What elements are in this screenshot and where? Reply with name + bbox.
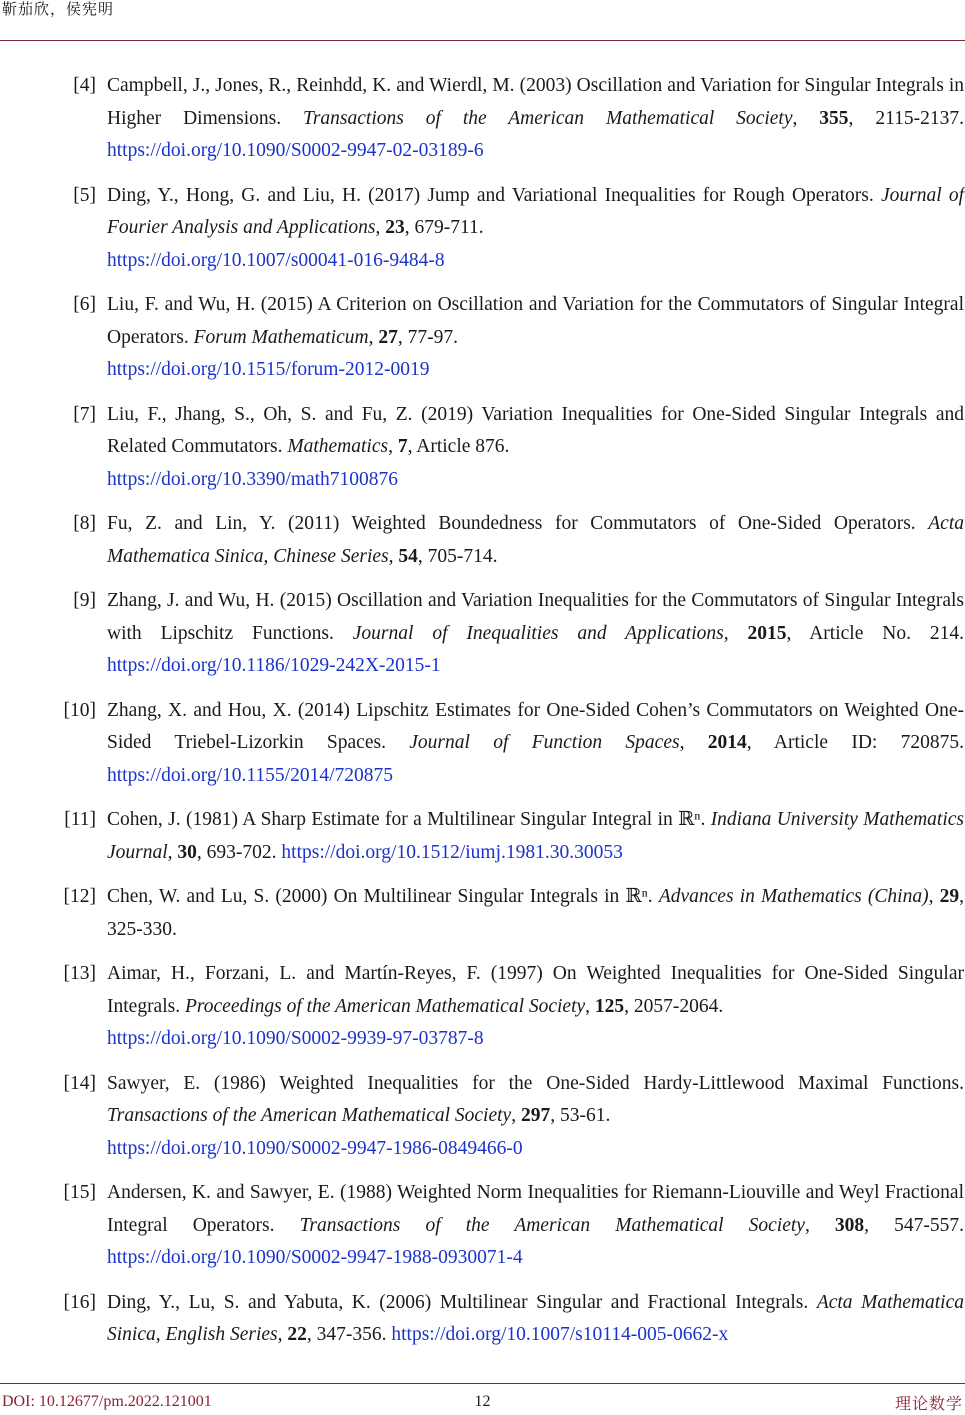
reference-volume: 2015 [747, 622, 787, 644]
reference-doi-link[interactable]: https://doi.org/10.1090/S0002-9947-1988-0930071-4 [107, 1247, 523, 1268]
reference-text: Ding, Y., Lu, S. and Yabuta, K. (2006) Multilinear Singular and Fractional Integrals. [107, 1291, 809, 1313]
reference-text: Chen, W. and Lu, S. (2000) On Multilinear Singular Integrals in ℝⁿ. [107, 886, 653, 907]
reference-journal: Forum Mathematicum [193, 326, 369, 348]
reference-item: [13] Aimar, H., Forzani, L. and Martín-Reyes, F. (1997) On Weighted Inequalities for One-Sided Singular Integrals. Proceedings of the American Mathematical Society, 125, 2057-2064. https://doi.org/10.1090/S0002-9939-97-03787-8 [0, 958, 965, 1056]
reference-journal: Advances in Mathematics (China) [658, 886, 929, 907]
reference-item: [16] Ding, Y., Lu, S. and Yabuta, K. (2006) Multilinear Singular and Fractional Integrals. Acta Mathematica Sinica, English Series, 22, 347-356. https://doi.org/10.1007/s10114-005-0662-x [0, 1287, 965, 1352]
reference-pages: , 2057-2064. [624, 995, 724, 1017]
reference-item: [5] Ding, Y., Hong, G. and Liu, H. (2017) Jump and Variational Inequalities for Rough Operators. Journal of Fourier Analysis and Applications, 23, 679-711. https://doi.org/10.1007/s00041-016-9484-8 [0, 180, 965, 278]
reference-volume: 355 [819, 107, 849, 129]
reference-journal: Acta Mathematica Sinica, English Series [107, 1291, 965, 1345]
reference-number: [9] [73, 590, 96, 611]
reference-number: [8] [73, 513, 96, 534]
reference-text: Sawyer, E. (1986) Weighted Inequalities for the One-Sided Hardy-Littlewood Maximal Functions. [107, 1072, 964, 1094]
reference-pages: , 2115-2137. [848, 107, 964, 129]
reference-pages: , 325-330. [107, 886, 965, 940]
reference-volume: 7 [397, 436, 408, 457]
reference-number: [14] [63, 1072, 96, 1094]
reference-text: Zhang, X. and Hou, X. (2014) Lipschitz Estimates for One-Sided Cohen’s Commutators on Weighted One-Sided Triebel-Lizorkin Spaces. [107, 699, 964, 753]
reference-number: [10] [63, 699, 96, 721]
reference-number: [15] [63, 1182, 96, 1203]
reference-number: [7] [73, 403, 96, 425]
reference-pages: , 547-557. [864, 1214, 965, 1236]
reference-number: [16] [63, 1291, 96, 1313]
reference-journal: Indiana University Mathematics Journal [107, 809, 965, 863]
reference-item: [4] Campbell, J., Jones, R., Reinhdd, K. and Wierdl, M. (2003) Oscillation and Variation for Singular Integrals in Higher Dimensions. Transactions of the American Mathematical Society, 355, 2115-2137. https://doi.org/10.1090/S0002-9947-02-03189-6 [0, 70, 965, 168]
page-number: 12 [474, 1393, 491, 1410]
reference-item: [14] Sawyer, E. (1986) Weighted Inequalities for the One-Sided Hardy-Littlewood Maximal Functions. Transactions of the American Mathematical Society, 297, 53-61. https://doi.org/10.1090/S0002-9947-1986-0849466-0 [0, 1068, 965, 1166]
reference-text: Campbell, J., Jones, R., Reinhdd, K. and Wierdl, M. (2003) Oscillation and Variation for Singular Integrals in Higher Dimensions. [107, 75, 964, 129]
reference-item: [6] Liu, F. and Wu, H. (2015) A Criterion on Oscillation and Variation for the Commutators of Singular Integral Operators. Forum Mathematicum, 27, 77-97. https://doi.org/10.1515/forum-2012-0019 [0, 289, 965, 387]
reference-volume: 2014 [707, 732, 747, 753]
reference-text: Liu, F., Jhang, S., Oh, S. and Fu, Z. (2019) Variation Inequalities for One-Sided Singular Integrals and Related Commutators. [107, 403, 964, 457]
reference-text: Liu, F. and Wu, H. (2015) A Criterion on Oscillation and Variation for the Commutators of Singular Integral Operators. [107, 294, 964, 348]
reference-pages: , 77-97. [397, 326, 458, 348]
reference-doi-link[interactable]: https://doi.org/10.1515/forum-2012-0019 [107, 359, 430, 380]
reference-text: Aimar, H., Forzani, L. and Martín-Reyes, F. (1997) On Weighted Inequalities for One-Sided Singular Integrals. [107, 963, 964, 1017]
reference-doi-link[interactable]: https://doi.org/10.3390/math7100876 [107, 468, 399, 490]
reference-pages: , Article 876. [407, 436, 510, 457]
reference-volume: 29 [939, 886, 960, 907]
reference-number: [4] [73, 75, 96, 96]
reference-number: [11] [64, 809, 96, 830]
reference-volume: 27 [378, 326, 398, 348]
reference-item: [7] Liu, F., Jhang, S., Oh, S. and Fu, Z. (2019) Variation Inequalities for One-Sided Singular Integrals and Related Commutators. Mathematics, 7, Article 876. https://doi.org/10.3390/math7100876 [0, 399, 965, 497]
reference-number: [12] [63, 886, 96, 907]
reference-journal: Proceedings of the American Mathematical Society [184, 995, 586, 1017]
reference-journal: Transactions of the American Mathematical Society [303, 107, 793, 129]
reference-number: [5] [73, 184, 96, 206]
reference-item: [9] Zhang, J. and Wu, H. (2015) Oscillation and Variation Inequalities for the Commutators of Singular Integrals with Lipschitz Functions. Journal of Inequalities and Applications, 2015, Article No. 214. https://doi.org/10.1186/1029-242X-2015-1 [0, 585, 965, 683]
reference-text: Andersen, K. and Sawyer, E. (1988) Weighted Norm Inequalities for Riemann-Liouville and Weyl Fractional Integral Operators. [107, 1182, 964, 1236]
reference-volume: 308 [834, 1214, 865, 1236]
reference-volume: 125 [594, 995, 625, 1017]
reference-number: [6] [73, 294, 96, 315]
reference-doi-link[interactable]: https://doi.org/10.1090/S0002-9947-1986-0849466-0 [107, 1137, 523, 1159]
page-header [0, 0, 965, 41]
reference-number: [13] [63, 963, 96, 984]
reference-item: [11] Cohen, J. (1981) A Sharp Estimate for a Multilinear Singular Integral in ℝⁿ. Indiana University Mathematics Journal, 30, 693-702. https://doi.org/10.1512/iumj.1981.30.30053 [0, 804, 965, 869]
reference-pages: , 347-356. [306, 1324, 387, 1345]
reference-text: Zhang, J. and Wu, H. (2015) Oscillation and Variation Inequalities for the Commutators of Singular Integrals with Lipschitz Functions. [107, 590, 964, 644]
reference-journal: Transactions of the American Mathematical Society [107, 1105, 512, 1126]
reference-pages: , 705-714. [417, 545, 498, 567]
footer-journal-name: 理论数学 [894, 1396, 963, 1413]
reference-doi-link[interactable]: https://doi.org/10.1512/iumj.1981.30.30053 [281, 841, 623, 863]
reference-doi-link[interactable]: https://doi.org/10.1090/S0002-9947-02-03189-6 [107, 140, 484, 161]
page-footer [0, 1383, 965, 1415]
reference-doi-link[interactable]: https://doi.org/10.1155/2014/720875 [107, 764, 394, 786]
reference-volume: 30 [177, 841, 197, 863]
reference-journal: Journal of Fourier Analysis and Applications [107, 184, 964, 238]
reference-item: [15] Andersen, K. and Sawyer, E. (1988) Weighted Norm Inequalities for Riemann-Liouville and Weyl Fractional Integral Operators. Transactions of the American Mathematical Society, 308, 547-557. https://doi.org/10.1090/S0002-9947-1988-0930071-4 [0, 1177, 965, 1275]
reference-journal: Journal of Function Spaces [409, 732, 680, 753]
reference-item: [12] Chen, W. and Lu, S. (2000) On Multilinear Singular Integrals in ℝⁿ. Advances in Mathematics (China), 29, 325-330. [0, 881, 965, 946]
footer-doi[interactable]: DOI: 10.12677/pm.2022.121001 [2, 1393, 212, 1410]
reference-journal: Journal of Inequalities and Applications [352, 622, 724, 644]
reference-text: Ding, Y., Hong, G. and Liu, H. (2017) Jump and Variational Inequalities for Rough Operators. [107, 184, 874, 206]
reference-pages: , 53-61. [550, 1105, 611, 1126]
reference-journal: Mathematics [287, 436, 389, 457]
reference-pages: , 679-711. [404, 217, 484, 238]
reference-pages: , 693-702. [196, 841, 277, 863]
reference-item: [8] Fu, Z. and Lin, Y. (2011) Weighted Boundedness for Commutators of One-Sided Operators. Acta Mathematica Sinica, Chinese Series, 54, 705-714. [0, 508, 965, 573]
reference-pages: , Article No. 214. [786, 622, 964, 644]
reference-text: Cohen, J. (1981) A Sharp Estimate for a Multilinear Singular Integral in ℝⁿ. [107, 809, 706, 830]
reference-doi-link[interactable]: https://doi.org/10.1090/S0002-9939-97-03787-8 [107, 1028, 484, 1049]
reference-pages: , Article ID: 720875. [746, 732, 965, 753]
reference-doi-link[interactable]: https://doi.org/10.1007/s10114-005-0662-x [391, 1324, 729, 1345]
reference-doi-link[interactable]: https://doi.org/10.1007/s00041-016-9484-8 [107, 249, 445, 271]
reference-volume: 23 [385, 217, 405, 238]
reference-journal: Acta Mathematica Sinica, Chinese Series [107, 513, 964, 567]
reference-volume: 297 [520, 1105, 551, 1126]
reference-journal: Transactions of the American Mathematical Society [299, 1214, 805, 1236]
reference-item: [10] Zhang, X. and Hou, X. (2014) Lipschitz Estimates for One-Sided Cohen’s Commutators on Weighted One-Sided Triebel-Lizorkin Spaces. Journal of Function Spaces, 2014, Article ID: 720875. https://doi.org/10.1155/2014/720875 [0, 695, 965, 793]
reference-volume: 54 [398, 545, 418, 567]
reference-text: Fu, Z. and Lin, Y. (2011) Weighted Boundedness for Commutators of One-Sided Operators. [107, 513, 916, 534]
reference-doi-link[interactable]: https://doi.org/10.1186/1029-242X-2015-1 [107, 655, 441, 676]
reference-volume: 22 [287, 1324, 307, 1345]
header-authors: 靳茄欣，侯宪明 [2, 2, 115, 18]
reference-list [0, 70, 965, 1364]
